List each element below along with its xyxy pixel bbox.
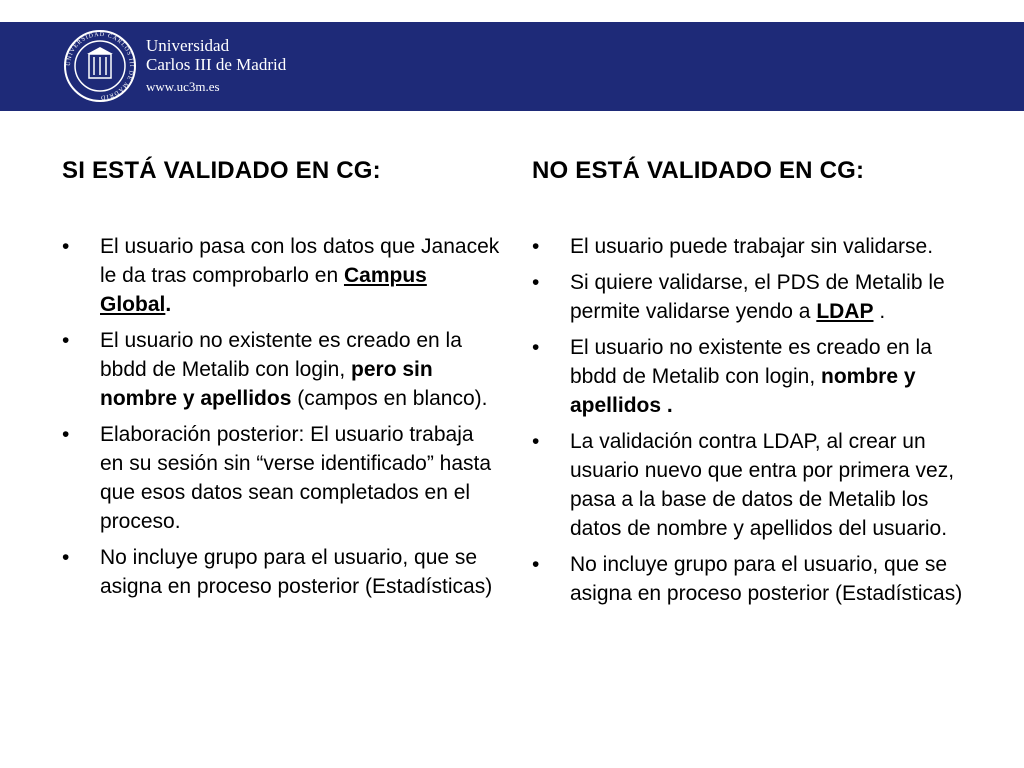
svg-text:UNIVERSIDAD CARLOS III DE MADR: UNIVERSIDAD CARLOS III DE MADRID xyxy=(65,31,135,101)
list-item: • La validación contra LDAP, al crear un usuario nuevo que entra por primera vez, pasa a la base de datos de Metalib los datos de nombre y apellidos del usuario. xyxy=(532,427,972,543)
bullet-icon: • xyxy=(532,235,540,258)
list-item: • El usuario no existente es creado en la bbdd de Metalib con login, nombre y apellidos . xyxy=(532,333,972,420)
list-item: • No incluye grupo para el usuario, que se asigna en proceso posterior (Estadísticas) xyxy=(532,550,972,608)
bullet-icon: • xyxy=(62,423,70,446)
university-name-line1: Universidad xyxy=(146,36,230,55)
bullet-icon: • xyxy=(532,336,540,359)
list-item: • Elaboración posterior: El usuario trabaja en su sesión sin “verse identificado” hasta que esos datos sean completados en el proceso. xyxy=(62,420,502,536)
list-item: • Si quiere validarse, el PDS de Metalib le permite validarse yendo a LDAP . xyxy=(532,268,972,326)
bullet-icon: • xyxy=(532,271,540,294)
campus-global-link[interactable]: Campus Global xyxy=(100,264,427,316)
right-bullet-list xyxy=(532,232,972,608)
right-heading: NO ESTÁ VALIDADO EN CG: xyxy=(532,157,865,184)
bullet-icon: • xyxy=(532,553,540,576)
ldap-link[interactable]: LDAP xyxy=(816,300,874,323)
bullet-icon: • xyxy=(532,430,540,453)
university-name-line2: Carlos III de Madrid xyxy=(146,55,287,74)
list-item: • El usuario puede trabajar sin validarse. xyxy=(532,232,972,261)
university-seal-logo xyxy=(62,28,138,104)
header-banner xyxy=(0,22,1024,111)
bullet-icon: • xyxy=(62,235,70,258)
list-item: • El usuario no existente es creado en la bbdd de Metalib con login, pero sin nombre y apellidos (campos en blanco). xyxy=(62,326,502,413)
bullet-icon: • xyxy=(62,546,70,569)
list-item: • No incluye grupo para el usuario, que se asigna en proceso posterior (Estadísticas) xyxy=(62,543,502,601)
right-column xyxy=(532,156,972,615)
bullet-icon: • xyxy=(62,329,70,352)
university-url[interactable]: www.uc3m.es xyxy=(146,79,220,94)
left-heading: SI ESTÁ VALIDADO EN CG: xyxy=(62,157,381,184)
university-name xyxy=(146,36,286,74)
left-bullet-list xyxy=(62,232,502,601)
left-column xyxy=(62,156,502,608)
list-item: • El usuario pasa con los datos que Janacek le da tras comprobarlo en Campus Global. xyxy=(62,232,502,319)
